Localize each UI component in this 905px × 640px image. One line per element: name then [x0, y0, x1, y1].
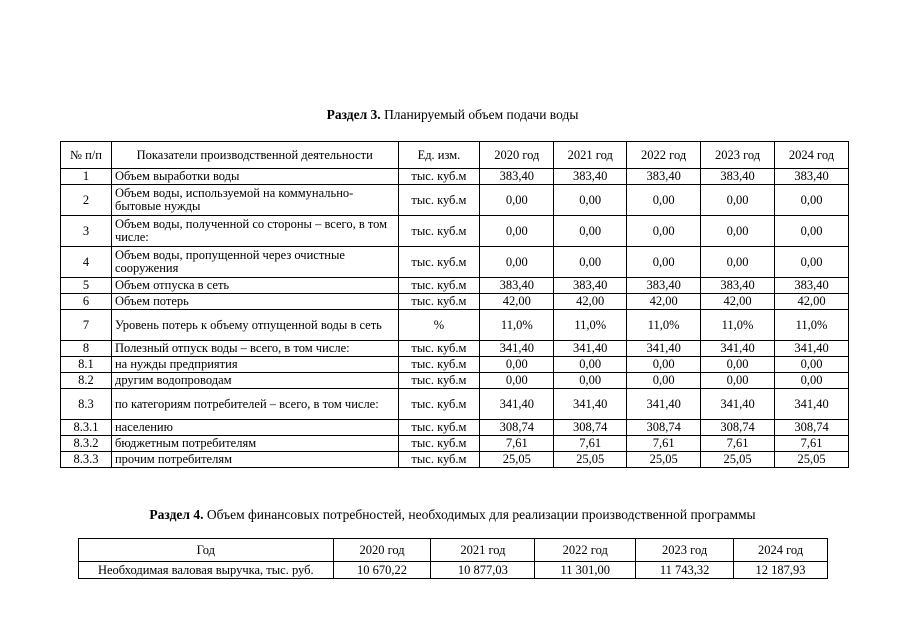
value-cell: 308,74 — [775, 420, 849, 436]
table-row — [61, 169, 849, 185]
unit-cell: тыс. куб.м — [398, 357, 480, 373]
row-number-cell: 8.3.2 — [61, 436, 112, 452]
column-header: Ед. изм. — [398, 142, 480, 169]
value-cell: 11,0% — [480, 310, 554, 341]
row-number-cell: 4 — [61, 247, 112, 278]
table-row — [61, 294, 849, 310]
value-cell: 0,00 — [775, 247, 849, 278]
indicator-name-cell: Объем выработки воды — [111, 169, 398, 185]
unit-cell: тыс. куб.м — [398, 216, 480, 247]
row-number-cell: 6 — [61, 294, 112, 310]
value-cell: 308,74 — [627, 420, 701, 436]
unit-cell: тыс. куб.м — [398, 294, 480, 310]
value-cell: 341,40 — [480, 389, 554, 420]
value-cell: 383,40 — [775, 169, 849, 185]
value-cell: 0,00 — [554, 185, 627, 216]
column-header: 2020 год — [480, 142, 554, 169]
value-cell: 0,00 — [554, 373, 627, 389]
finance-row-label: Необходимая валовая выручка, тыс. руб. — [79, 562, 334, 579]
value-cell: 25,05 — [554, 452, 627, 468]
value-cell: 0,00 — [775, 216, 849, 247]
row-number-cell: 8.3.1 — [61, 420, 112, 436]
table-row — [61, 216, 849, 247]
indicator-name-cell: по категориям потребителей – всего, в том числе: — [111, 389, 398, 420]
value-cell: 383,40 — [627, 278, 701, 294]
table-row — [61, 341, 849, 357]
finance-column-header: 2024 год — [734, 539, 828, 562]
indicator-name-cell: Объем отпуска в сеть — [111, 278, 398, 294]
section3-heading — [0, 107, 905, 123]
table-row — [61, 185, 849, 216]
value-cell: 341,40 — [627, 389, 701, 420]
value-cell: 0,00 — [775, 185, 849, 216]
table-row — [61, 278, 849, 294]
indicator-name-cell: бюджетным потребителям — [111, 436, 398, 452]
indicator-name-cell: Объем воды, пропущенной через очистные сооружения — [111, 247, 398, 278]
column-header: 2022 год — [627, 142, 701, 169]
indicator-name-cell: населению — [111, 420, 398, 436]
value-cell: 341,40 — [554, 389, 627, 420]
value-cell: 0,00 — [554, 357, 627, 373]
value-cell: 0,00 — [701, 373, 775, 389]
value-cell: 308,74 — [480, 420, 554, 436]
section3-heading-bold: Раздел 3. — [326, 107, 381, 122]
value-cell: 25,05 — [627, 452, 701, 468]
unit-cell: тыс. куб.м — [398, 185, 480, 216]
value-cell: 11,0% — [554, 310, 627, 341]
value-cell: 25,05 — [701, 452, 775, 468]
value-cell: 308,74 — [554, 420, 627, 436]
value-cell: 383,40 — [775, 278, 849, 294]
value-cell: 7,61 — [627, 436, 701, 452]
table-row — [61, 310, 849, 341]
value-cell: 0,00 — [627, 357, 701, 373]
value-cell: 42,00 — [627, 294, 701, 310]
value-cell: 0,00 — [701, 216, 775, 247]
row-number-cell: 8.3 — [61, 389, 112, 420]
value-cell: 0,00 — [775, 373, 849, 389]
unit-cell: % — [398, 310, 480, 341]
value-cell: 0,00 — [775, 357, 849, 373]
value-cell: 341,40 — [701, 341, 775, 357]
row-number-cell: 2 — [61, 185, 112, 216]
column-header: 2023 год — [701, 142, 775, 169]
finance-column-header: 2021 год — [431, 539, 535, 562]
finance-table — [78, 538, 828, 579]
unit-cell: тыс. куб.м — [398, 247, 480, 278]
finance-column-header: 2020 год — [333, 539, 431, 562]
value-cell: 341,40 — [775, 341, 849, 357]
table-row — [61, 436, 849, 452]
unit-cell: тыс. куб.м — [398, 452, 480, 468]
section4-heading — [0, 507, 905, 523]
table-row — [61, 389, 849, 420]
indicator-name-cell: Полезный отпуск воды – всего, в том числе: — [111, 341, 398, 357]
column-header: 2024 год — [775, 142, 849, 169]
value-cell: 0,00 — [480, 247, 554, 278]
row-number-cell: 8 — [61, 341, 112, 357]
unit-cell: тыс. куб.м — [398, 436, 480, 452]
row-number-cell: 5 — [61, 278, 112, 294]
value-cell: 308,74 — [701, 420, 775, 436]
row-number-cell: 8.3.3 — [61, 452, 112, 468]
finance-value-cell: 11 743,32 — [636, 562, 734, 579]
section4-heading-text: Объем финансовых потребностей, необходимых для реализации производственной программы — [203, 507, 756, 522]
value-cell: 383,40 — [554, 278, 627, 294]
table-row — [61, 357, 849, 373]
row-number-cell: 7 — [61, 310, 112, 341]
value-cell: 42,00 — [554, 294, 627, 310]
finance-value-cell: 10 670,22 — [333, 562, 431, 579]
value-cell: 0,00 — [701, 247, 775, 278]
row-number-cell: 8.1 — [61, 357, 112, 373]
unit-cell: тыс. куб.м — [398, 373, 480, 389]
indicator-name-cell: Объем воды, полученной со стороны – всего, в том числе: — [111, 216, 398, 247]
value-cell: 341,40 — [775, 389, 849, 420]
value-cell: 341,40 — [701, 389, 775, 420]
row-number-cell: 1 — [61, 169, 112, 185]
value-cell: 25,05 — [480, 452, 554, 468]
value-cell: 0,00 — [627, 247, 701, 278]
value-cell: 0,00 — [480, 185, 554, 216]
indicator-name-cell: на нужды предприятия — [111, 357, 398, 373]
finance-value-cell: 10 877,03 — [431, 562, 535, 579]
table-header-row — [61, 142, 849, 169]
column-header: № п/п — [61, 142, 112, 169]
indicator-name-cell: Объем воды, используемой на коммунально-бытовые нужды — [111, 185, 398, 216]
value-cell: 11,0% — [775, 310, 849, 341]
column-header: Показатели производственной деятельности — [111, 142, 398, 169]
value-cell: 383,40 — [480, 169, 554, 185]
finance-value-cell: 12 187,93 — [734, 562, 828, 579]
value-cell: 11,0% — [627, 310, 701, 341]
value-cell: 0,00 — [554, 247, 627, 278]
value-cell: 0,00 — [701, 357, 775, 373]
value-cell: 383,40 — [627, 169, 701, 185]
finance-column-header: 2023 год — [636, 539, 734, 562]
table-row — [61, 452, 849, 468]
value-cell: 42,00 — [775, 294, 849, 310]
value-cell: 11,0% — [701, 310, 775, 341]
column-header: 2021 год — [554, 142, 627, 169]
table-row — [61, 247, 849, 278]
value-cell: 0,00 — [701, 185, 775, 216]
finance-data-row — [79, 562, 828, 579]
finance-column-header: Год — [79, 539, 334, 562]
section3-heading-text: Планируемый объем подачи воды — [380, 107, 579, 122]
value-cell: 42,00 — [480, 294, 554, 310]
table-row — [61, 373, 849, 389]
value-cell: 0,00 — [480, 373, 554, 389]
unit-cell: тыс. куб.м — [398, 278, 480, 294]
unit-cell: тыс. куб.м — [398, 341, 480, 357]
finance-value-cell: 11 301,00 — [535, 562, 636, 579]
value-cell: 0,00 — [480, 357, 554, 373]
section4-heading-bold: Раздел 4. — [149, 507, 204, 522]
row-number-cell: 3 — [61, 216, 112, 247]
value-cell: 25,05 — [775, 452, 849, 468]
table-row — [61, 420, 849, 436]
finance-column-header: 2022 год — [535, 539, 636, 562]
value-cell: 0,00 — [554, 216, 627, 247]
water-supply-table — [60, 141, 849, 468]
value-cell: 7,61 — [701, 436, 775, 452]
value-cell: 341,40 — [554, 341, 627, 357]
value-cell: 0,00 — [480, 216, 554, 247]
value-cell: 383,40 — [701, 169, 775, 185]
value-cell: 383,40 — [480, 278, 554, 294]
value-cell: 383,40 — [554, 169, 627, 185]
value-cell: 7,61 — [775, 436, 849, 452]
value-cell: 341,40 — [627, 341, 701, 357]
row-number-cell: 8.2 — [61, 373, 112, 389]
value-cell: 7,61 — [480, 436, 554, 452]
indicator-name-cell: прочим потребителям — [111, 452, 398, 468]
value-cell: 0,00 — [627, 185, 701, 216]
value-cell: 0,00 — [627, 216, 701, 247]
value-cell: 42,00 — [701, 294, 775, 310]
unit-cell: тыс. куб.м — [398, 169, 480, 185]
value-cell: 0,00 — [627, 373, 701, 389]
indicator-name-cell: другим водопроводам — [111, 373, 398, 389]
indicator-name-cell: Объем потерь — [111, 294, 398, 310]
unit-cell: тыс. куб.м — [398, 420, 480, 436]
value-cell: 341,40 — [480, 341, 554, 357]
value-cell: 383,40 — [701, 278, 775, 294]
indicator-name-cell: Уровень потерь к объему отпущенной воды в сеть — [111, 310, 398, 341]
finance-header-row — [79, 539, 828, 562]
unit-cell: тыс. куб.м — [398, 389, 480, 420]
value-cell: 7,61 — [554, 436, 627, 452]
